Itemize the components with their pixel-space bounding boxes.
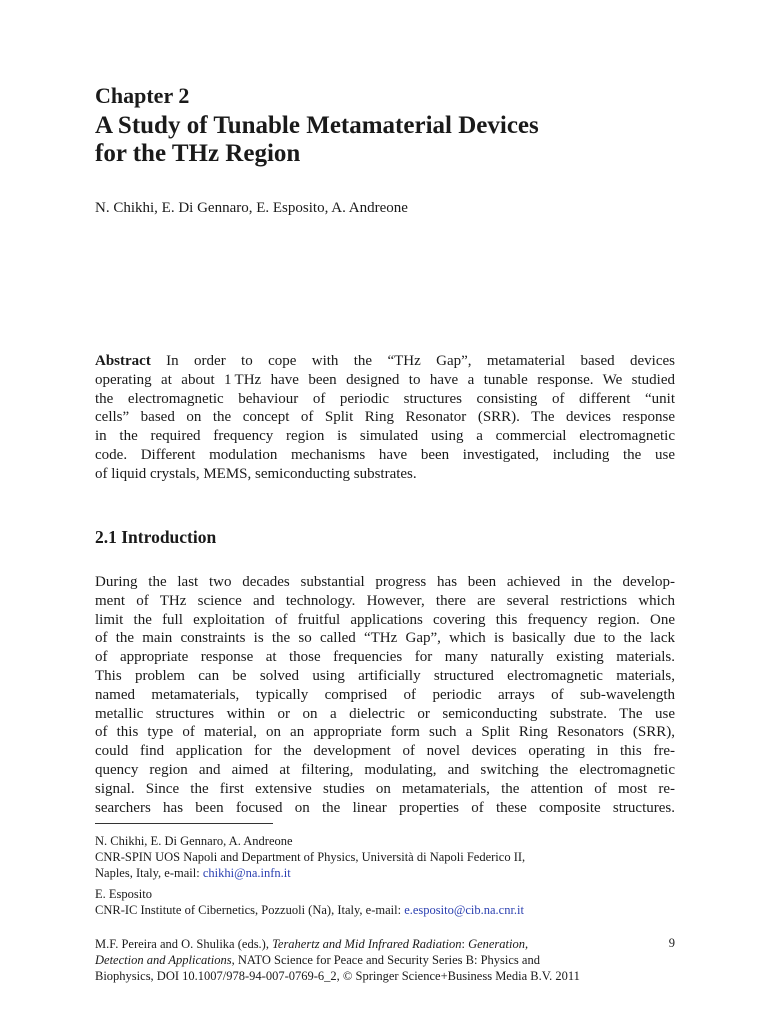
email-link[interactable]: chikhi@na.infn.it — [202, 866, 291, 880]
chapter-label: Chapter 2 — [95, 83, 190, 108]
book-citation — [95, 936, 675, 984]
chapter-title-line-2: for the THz Region — [95, 140, 301, 167]
body-line: During the last two decades substantial progress has been achieved in the develop- — [95, 574, 675, 590]
abstract-line: of liquid crystals, MEMS, semiconducting substrates. — [95, 465, 417, 482]
footnote-name: E. Esposito — [95, 887, 152, 901]
chapter-title-line-1: A Study of Tunable Metamaterial Devices — [95, 112, 539, 139]
abstract — [95, 352, 675, 484]
book-series: , NATO Science for Peace and Security Series B: Physics and — [231, 953, 540, 967]
footnote-divider — [95, 823, 273, 824]
abstract-line: code. Different modulation mechanisms have been investigated, including the use — [95, 446, 675, 463]
book-editors: M.F. Pereira and O. Shulika (eds.), — [95, 937, 273, 951]
abstract-line: in the required frequency region is simulated using a commercial electromagnetic — [95, 428, 675, 445]
abstract-line: the electromagnetic behaviour of periodic structures consisting of different “unit — [95, 390, 675, 407]
body-line: metallic structures within or on a dielectric or semiconducting substrate. The use — [95, 705, 675, 722]
book-title-continued: Detection and Applications — [95, 953, 232, 967]
body-line: quency region and aimed at filtering, modulating, and switching the electromagnetic — [95, 761, 675, 778]
body-line: searchers has been focused on the linear properties of these composite structures. — [95, 799, 675, 816]
page-number: 9 — [668, 936, 675, 950]
body-line: This problem can be solved using artificially structured electromagnetic materials, — [95, 667, 675, 684]
footnote-affiliation-1 — [95, 833, 525, 881]
author-list: N. Chikhi, E. Di Gennaro, E. Esposito, A. Andreone — [95, 200, 408, 216]
footnote-affiliation — [95, 902, 524, 918]
chapter-title — [95, 112, 539, 168]
body-line: could find application for the development of novel devices operating in this fre- — [95, 743, 675, 760]
book-title-continued: Generation, — [468, 937, 529, 951]
body-line: limit the full exploitation of fruitful applications covering this frequency region. One — [95, 611, 675, 628]
body-line: of appropriate response at those frequencies for many naturally existing materials. — [95, 649, 675, 666]
body-line: of the main constraints is the so called “THz Gap”, which is basically due to the lack — [95, 630, 675, 647]
book-title-colon: : — [461, 937, 469, 951]
body-paragraph — [95, 573, 675, 817]
abstract-text: In order to cope with the “THz Gap”, metamaterial based devices — [150, 353, 675, 369]
email-link[interactable]: e.esposito@cib.na.cnr.it — [404, 903, 525, 917]
book-title: Terahertz and Mid Infrared Radiation — [272, 937, 462, 951]
body-line: signal. Since the first extensive studies on metamaterials, the attention of most re- — [95, 780, 675, 797]
abstract-line — [95, 352, 675, 371]
footnote-affiliation-2 — [95, 886, 524, 918]
body-line: of this type of material, on an appropriate form such a Split Ring Resonators (SRR), — [95, 724, 675, 741]
abstract-line: cells” based on the concept of Split Ring Resonator (SRR). The devices response — [95, 409, 675, 426]
abstract-label: Abstract — [95, 353, 151, 369]
footnote-affiliation: CNR-SPIN UOS Napoli and Department of Physics, Università di Napoli Federico II, — [95, 850, 526, 864]
body-line: ment of THz science and technology. However, there are several restrictions which — [95, 592, 675, 609]
footnote-affiliation-text: CNR-IC Institute of Cibernetics, Pozzuoli (Na), Italy, e-mail: — [95, 903, 405, 917]
section-heading: 2.1 Introduction — [95, 527, 217, 547]
citation-line-2 — [95, 952, 675, 968]
footnote-address-text: Naples, Italy, e-mail: — [95, 866, 203, 880]
body-line: named metamaterials, typically comprised of periodic arrays of sub-wavelength — [95, 686, 675, 703]
footnote-address — [95, 865, 525, 881]
citation-line-3: Biophysics, DOI 10.1007/978-94-007-0769-6_2, © Springer Science+Business Media B.V. 2011 — [95, 969, 580, 983]
abstract-line: operating at about 1 THz have been designed to have a tunable response. We studied — [95, 371, 675, 388]
footnote-names: N. Chikhi, E. Di Gennaro, A. Andreone — [95, 834, 293, 848]
citation-line-1 — [95, 936, 675, 952]
